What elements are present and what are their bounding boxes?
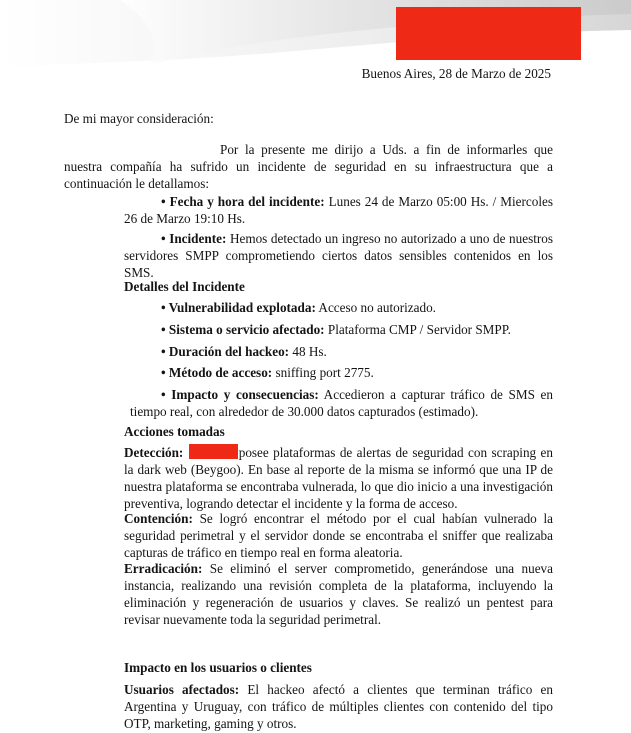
usuarios-paragraph: [124, 681, 553, 732]
impact-heading: Impacto en los usuarios o clientes: [124, 660, 312, 675]
bullet-incidente: [124, 230, 553, 281]
detail-sistema-text: Plataforma CMP / Servidor SMPP.: [324, 322, 511, 337]
usuarios-text: El hackeo afectó a clientes que terminan tráfico en Argentina y Uruguay, con tráfico de múltiples clientes con contenido del tipo OTP, marketing, gaming y otros.: [124, 682, 553, 731]
detail-metodo: [161, 364, 374, 381]
detail-sistema-label: • Sistema o servicio afectado:: [161, 322, 325, 337]
bullet-incidente-text: Hemos detectado un ingreso no autorizado a uno de nuestros servidores SMPP comprometiendo ciertos datos sensibles contenidos en los SMS.: [124, 231, 553, 280]
erradicacion-text: Se eliminó el server comprometido, generándose una nueva instancia, realizando una revisión completa de la plataforma, incluyendo la eliminación y regeneración de usuarios y claves. Se realizó un pentest para revisar nuevamente toda la seguridad perimetral.: [124, 561, 553, 627]
contencion-label: Contención:: [124, 511, 193, 526]
bullet-fecha: [124, 193, 553, 227]
detail-duracion-label: • Duración del hackeo:: [161, 344, 290, 359]
contencion-text: Se logró encontrar el método por el cual habían vulnerado la seguridad perimetral y el servidor donde se encontraba el sniffer que realizaba capturas de tráfico en tiempo real en forma aleatoria.: [124, 511, 553, 560]
detail-impacto-text: Accedieron a capturar tráfico de SMS en tiempo real, con alrededor de 30.000 datos capturados (estimado).: [130, 387, 554, 419]
detail-metodo-label: • Método de acceso:: [161, 365, 273, 380]
usuarios-label: Usuarios afectados:: [124, 682, 240, 697]
detail-impacto-label: • Impacto y consecuencias:: [161, 387, 319, 402]
salutation: De mi mayor consideración:: [64, 111, 214, 126]
contencion-paragraph: [124, 510, 553, 561]
detail-impacto: [130, 386, 553, 420]
bullet-fecha-text: Lunes 24 de Marzo 05:00 Hs. / Miercoles 26 de Marzo 19:10 Hs.: [124, 194, 553, 226]
erradicacion-paragraph: [124, 560, 553, 628]
actions-heading: Acciones tomadas: [124, 424, 225, 439]
deteccion-label: Detección:: [124, 445, 184, 460]
intro-paragraph: [64, 141, 553, 192]
redacted-logo: [396, 7, 581, 60]
detail-vulnerabilidad-text: Acceso no autorizado.: [315, 300, 436, 315]
deteccion-text: posee plataformas de alertas de seguridad con scraping en la dark web (Beygoo). En base al reporte de la misma se informó que una IP de nuestra plataforma se encontraba vulnerada, lo que dio inicio a una investigación preventiva, logrando detectar el incidente y la forma de acceso.: [124, 445, 554, 511]
erradicacion-label: Erradicación:: [124, 561, 203, 576]
detail-vulnerabilidad-label: • Vulnerabilidad explotada:: [161, 300, 316, 315]
deteccion-paragraph: [124, 444, 553, 512]
intro-text: Por la presente me dirijo a Uds. a fin de informarles que nuestra compañía ha sufrido un incidente de seguridad en su infraestructura que a continuación le detallamos:: [64, 142, 553, 191]
detail-metodo-text: sniffing port 2775.: [272, 365, 374, 380]
bullet-fecha-label: • Fecha y hora del incidente:: [161, 194, 325, 209]
detail-duracion: [161, 343, 327, 360]
details-heading: Detalles del Incidente: [124, 279, 245, 294]
detail-sistema: [161, 321, 511, 338]
redacted-company-name: [189, 444, 238, 459]
bullet-incidente-label: • Incidente:: [161, 231, 227, 246]
date-line: Buenos Aires, 28 de Marzo de 2025: [361, 66, 551, 81]
detail-vulnerabilidad: [161, 299, 436, 316]
detail-duracion-text: 48 Hs.: [289, 344, 327, 359]
